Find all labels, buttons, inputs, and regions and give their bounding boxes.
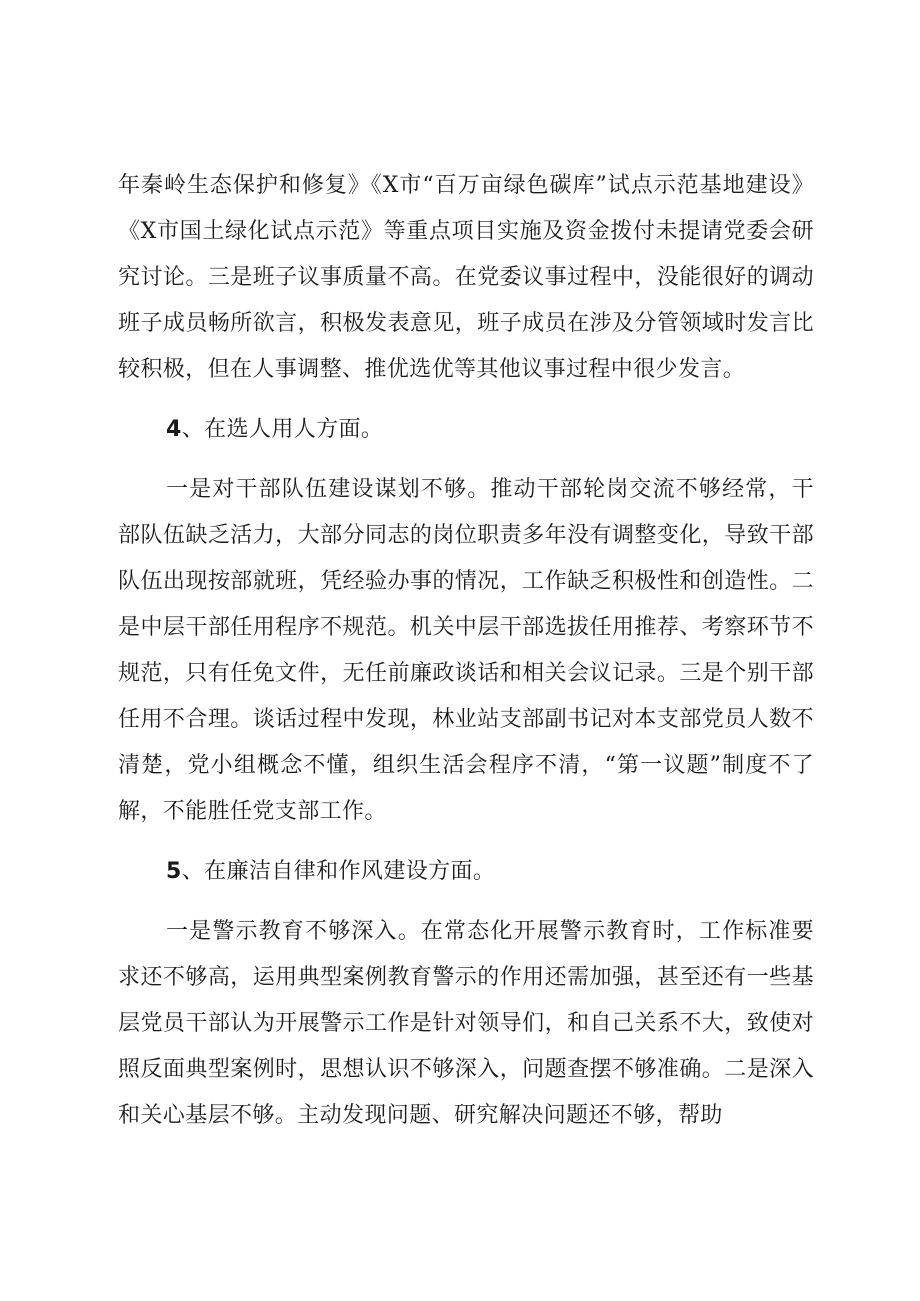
section-heading-text: 、在廉洁自律和作风建设方面。: [181, 859, 496, 884]
paragraph-personnel: 一是对干部队伍建设谋划不够。推动干部轮岗交流不够经常，干部队伍缺乏活力，大部分同志的岗位职责多年没有调整变化，导致干部队伍出现按部就班，凭经验办事的情况，工作缺乏积极性和创造性。二是中层干部任用程序不规范。机关中层干部选拔任用推荐、考察环节不规范，只有任免文件，无任前廉政谈话和相关会议记录。三是个别干部任用不合理。谈话过程中发现，林业站支部副书记对本支部党员人数不清楚，党小组概念不懂，组织生活会程序不清，“第一议题”制度不了解，不能胜任党支部工作。: [118, 477, 814, 824]
section-heading-text: 、在选人用人方面。: [181, 417, 384, 442]
section-heading-4: [118, 407, 814, 453]
section-number: 4: [166, 417, 182, 442]
paragraph-continuation: 年秦岭生态保护和修复》《X市“百万亩绿色碳库”试点示范基地建设》《X市国土绿化试点示范》等重点项目实施及资金拨付未提请党委会研究讨论。三是班子议事质量不高。在党委议事过程中，没能很好的调动班子成员畅所欲言，积极发表意见，班子成员在涉及分管领域时发言比较积极，但在人事调整、推优选优等其他议事过程中很少发言。: [118, 173, 814, 382]
section-heading-5: [118, 849, 814, 895]
section-number: 5: [166, 859, 182, 884]
paragraph-integrity: 一是警示教育不够深入。在常态化开展警示教育时，工作标准要求还不够高，运用典型案例教育警示的作用还需加强，甚至还有一些基层党员干部认为开展警示工作是针对领导们，和自己关系不大，致使对照反面典型案例时，思想认识不够深入，问题查摆不够准确。二是深入和关心基层不够。主动发现问题、研究解决问题还不够，帮助: [118, 919, 814, 1128]
document-body: [118, 163, 814, 1139]
